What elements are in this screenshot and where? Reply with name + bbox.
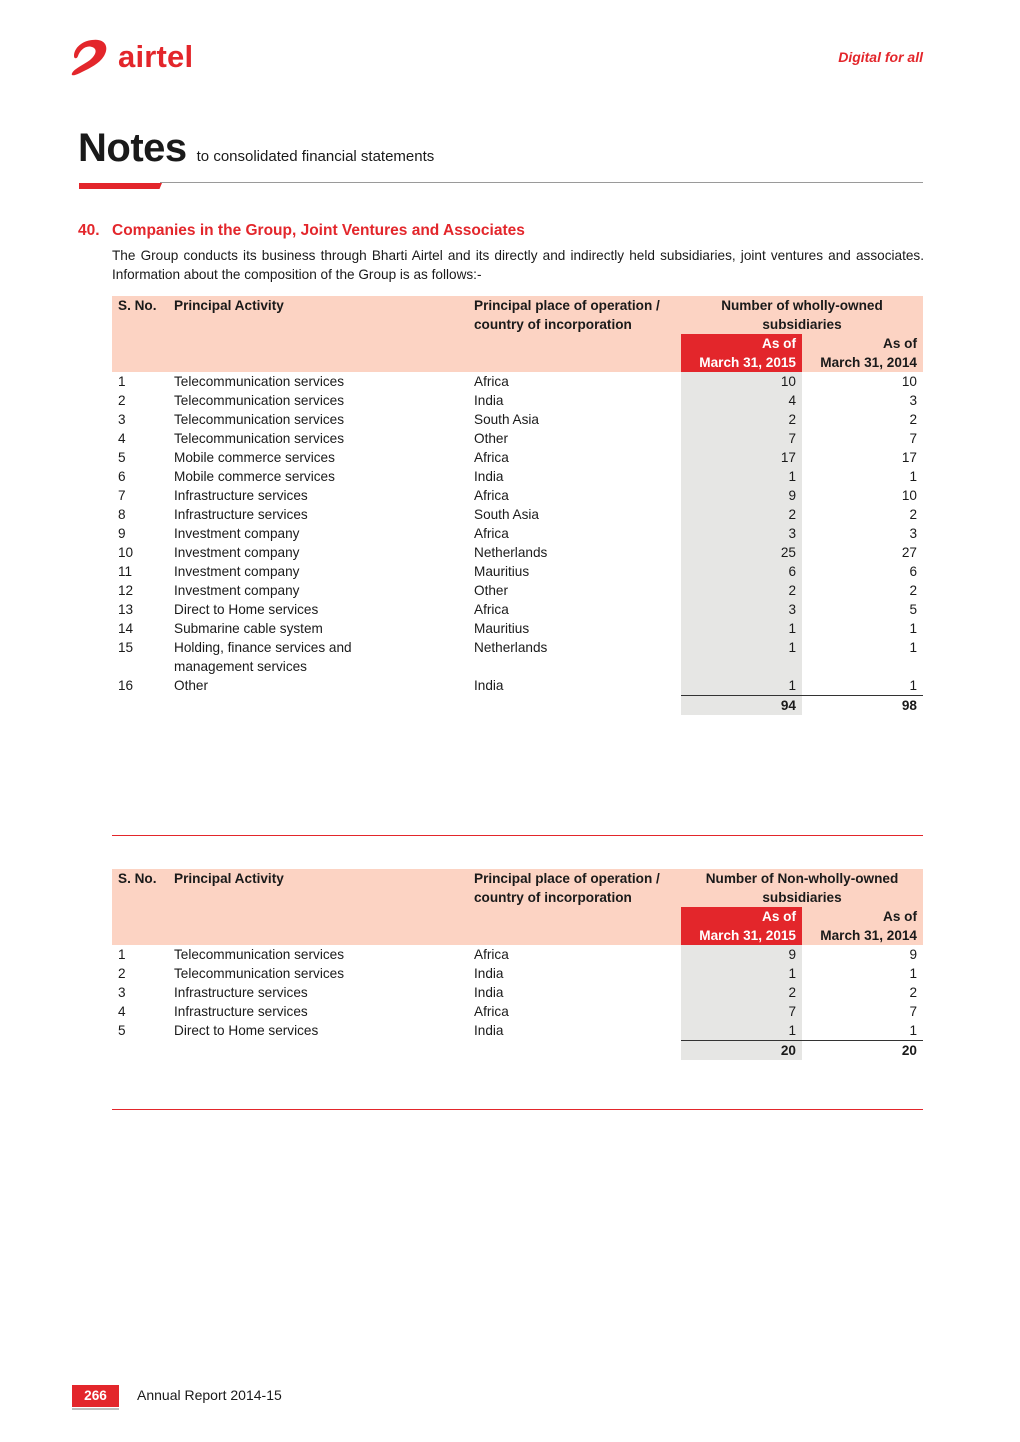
- header-blank: [468, 907, 681, 945]
- table-row: [112, 1002, 923, 1021]
- cell-sno: 10: [118, 545, 134, 560]
- cell-place: South Asia: [474, 507, 539, 522]
- table2-end-rule: [112, 1109, 923, 1110]
- header-sno: S. No.: [112, 296, 168, 334]
- cell-2015: 2: [681, 505, 802, 524]
- cell-place: Mauritius: [474, 564, 530, 579]
- cell-place: Other: [474, 431, 508, 446]
- cell-2014: 2: [909, 507, 917, 522]
- cell-2014: 2: [909, 412, 917, 427]
- header-blank: [112, 334, 168, 372]
- cell-2014: 3: [909, 526, 917, 541]
- cell-sno: 7: [118, 488, 126, 503]
- header-sno: S. No.: [112, 869, 168, 907]
- header-place: [468, 869, 681, 907]
- non-wholly-owned-table: [112, 869, 923, 1060]
- table-row: [112, 505, 923, 524]
- cell-place: India: [474, 966, 504, 981]
- cell-2014: 1: [909, 621, 917, 636]
- cell-place: Africa: [474, 488, 509, 503]
- cell-2014: 1: [909, 469, 917, 484]
- table-row: [112, 429, 923, 448]
- total-2015: 20: [681, 1041, 802, 1061]
- section-number: 40.: [78, 222, 100, 239]
- section-title: Companies in the Group, Joint Ventures and Associates: [112, 222, 525, 239]
- header-2014-line1: As of: [883, 909, 917, 924]
- cell-activity: [168, 581, 468, 600]
- table-row: [112, 676, 923, 696]
- header-number-line2: subsidiaries: [762, 890, 842, 905]
- cell-2015: 1: [681, 964, 802, 983]
- cell-2014: 1: [909, 640, 917, 655]
- cell-activity: [168, 964, 468, 983]
- table-row: [112, 467, 923, 486]
- cell-activity: [168, 945, 468, 964]
- cell-activity-text: Mobile commerce services: [174, 469, 335, 484]
- header-place-line2: country of incorporation: [474, 890, 632, 905]
- cell-activity-text: Submarine cable system: [174, 621, 323, 636]
- cell-sno: 4: [118, 431, 126, 446]
- header-2015: [681, 907, 802, 945]
- cell-sno: 9: [118, 526, 126, 541]
- header-activity: Principal Activity: [168, 869, 468, 907]
- cell-activity-text: Mobile commerce services: [174, 450, 335, 465]
- table-row: [112, 619, 923, 638]
- cell-place: Africa: [474, 526, 509, 541]
- cell-activity: [168, 1002, 468, 1021]
- table-row: [112, 964, 923, 983]
- cell-place: Africa: [474, 947, 509, 962]
- cell-2015: 10: [681, 372, 802, 391]
- table-row: [112, 983, 923, 1002]
- cell-2015: 3: [681, 524, 802, 543]
- cell-activity: [168, 372, 468, 391]
- table-row: [112, 638, 923, 676]
- cell-2015: 2: [681, 410, 802, 429]
- cell-2014: 1: [909, 1023, 917, 1038]
- header-blank: [468, 334, 681, 372]
- cell-place: Africa: [474, 450, 509, 465]
- cell-place: India: [474, 1023, 504, 1038]
- cell-sno: 3: [118, 985, 126, 1000]
- airtel-swirl-icon: [70, 36, 110, 78]
- cell-sno: 2: [118, 966, 126, 981]
- table-row: [112, 1021, 923, 1041]
- table-row: [112, 524, 923, 543]
- header-number-line1: Number of wholly-owned: [721, 298, 883, 313]
- cell-sno: 14: [118, 621, 134, 636]
- cell-place: Other: [474, 583, 508, 598]
- cell-sno: 1: [118, 374, 126, 389]
- cell-activity-text: Telecommunication services: [174, 947, 344, 962]
- cell-place: India: [474, 393, 504, 408]
- header-number-line1: Number of Non-wholly-owned: [705, 871, 899, 886]
- logo-text: airtel: [118, 39, 194, 74]
- table-row: [112, 372, 923, 391]
- header-place: [468, 296, 681, 334]
- cell-2015: 7: [681, 1002, 802, 1021]
- cell-place: India: [474, 469, 504, 484]
- cell-activity-text: Telecommunication services: [174, 431, 344, 446]
- cell-activity: [168, 410, 468, 429]
- cell-sno: 4: [118, 1004, 126, 1019]
- cell-2015: 17: [681, 448, 802, 467]
- header-2014-line1: As of: [883, 336, 917, 351]
- cell-sno: 12: [118, 583, 134, 598]
- cell-sno: 15: [118, 640, 134, 655]
- cell-2014: 17: [901, 450, 917, 465]
- cell-activity-text: Investment company: [174, 545, 300, 560]
- cell-2015: 1: [681, 676, 802, 696]
- cell-activity-text: Investment company: [174, 583, 300, 598]
- cell-2015: 9: [681, 486, 802, 505]
- table-row: [112, 410, 923, 429]
- header-number: [681, 296, 923, 334]
- header-blank: [168, 907, 468, 945]
- cell-activity-text: Infrastructure services: [174, 985, 308, 1000]
- cell-activity: [168, 524, 468, 543]
- cell-2014: 7: [909, 431, 917, 446]
- cell-activity: [168, 543, 468, 562]
- header-place-line2: country of incorporation: [474, 317, 632, 332]
- header-2015-line1: As of: [762, 909, 796, 924]
- cell-2015: 1: [681, 1021, 802, 1041]
- tagline: Digital for all: [838, 49, 923, 65]
- cell-2015: 4: [681, 391, 802, 410]
- cell-place: Africa: [474, 374, 509, 389]
- cell-activity-text: Direct to Home services: [174, 1023, 319, 1038]
- cell-2015: 6: [681, 562, 802, 581]
- cell-activity-text: Investment company: [174, 526, 300, 541]
- wholly-owned-table: [112, 296, 923, 715]
- cell-2015: 1: [681, 467, 802, 486]
- cell-2014: 2: [909, 985, 917, 1000]
- cell-activity-text-line2: management services: [174, 659, 307, 674]
- cell-place: Netherlands: [474, 545, 548, 560]
- cell-2014: 6: [909, 564, 917, 579]
- cell-2014: 9: [909, 947, 917, 962]
- cell-activity: [168, 486, 468, 505]
- cell-activity: [168, 983, 468, 1002]
- notes-title: Notes: [78, 126, 187, 170]
- header-activity: Principal Activity: [168, 296, 468, 334]
- header-blank: [168, 334, 468, 372]
- cell-2014: 27: [901, 545, 917, 560]
- cell-activity-text: Telecommunication services: [174, 393, 344, 408]
- heading-divider: [160, 182, 923, 183]
- total-2014: 98: [802, 696, 923, 716]
- cell-activity-text: Telecommunication services: [174, 966, 344, 981]
- table-row: [112, 543, 923, 562]
- notes-heading: [78, 126, 434, 171]
- cell-activity-text: Infrastructure services: [174, 507, 308, 522]
- cell-2015: 9: [681, 945, 802, 964]
- cell-2015: 2: [681, 581, 802, 600]
- header-2015-line2: March 31, 2015: [699, 928, 796, 943]
- cell-sno: 11: [118, 564, 133, 579]
- cell-sno: 8: [118, 507, 126, 522]
- cell-sno: 5: [118, 450, 126, 465]
- cell-activity: [168, 600, 468, 619]
- table-row: [112, 600, 923, 619]
- header-number: [681, 869, 923, 907]
- cell-2014: 10: [901, 374, 917, 389]
- cell-2015: 3: [681, 600, 802, 619]
- table-row: [112, 581, 923, 600]
- header-number-line2: subsidiaries: [762, 317, 842, 332]
- cell-2014: 5: [909, 602, 917, 617]
- cell-activity-text: Other: [174, 678, 208, 693]
- cell-activity-text: Infrastructure services: [174, 1004, 308, 1019]
- cell-sno: 1: [118, 947, 126, 962]
- cell-activity: [168, 467, 468, 486]
- page-number: 266: [72, 1385, 119, 1407]
- cell-sno: 16: [118, 678, 134, 693]
- header-2015-line2: March 31, 2015: [699, 355, 796, 370]
- cell-2014: 1: [909, 966, 917, 981]
- header-place-line1: Principal place of operation /: [474, 298, 660, 313]
- cell-sno: 5: [118, 1023, 126, 1038]
- cell-2015: 7: [681, 429, 802, 448]
- cell-place: Africa: [474, 602, 509, 617]
- cell-activity: [168, 676, 468, 696]
- table-row: [112, 486, 923, 505]
- header-blank: [112, 907, 168, 945]
- section-text: The Group conducts its business through Bharti Airtel and its directly and indirectly held subsidiaries, joint ventures and associates. Information about the composition of the Group is as follows:-: [112, 248, 924, 282]
- total-2015: 94: [681, 696, 802, 716]
- cell-activity: [168, 619, 468, 638]
- cell-place: Netherlands: [474, 640, 548, 655]
- cell-activity: [168, 505, 468, 524]
- cell-sno: 2: [118, 393, 126, 408]
- cell-activity: [168, 638, 468, 676]
- cell-activity: [168, 391, 468, 410]
- table-row: [112, 945, 923, 964]
- cell-activity-text: Telecommunication services: [174, 374, 344, 389]
- cell-place: Mauritius: [474, 621, 530, 636]
- cell-2015: 25: [681, 543, 802, 562]
- cell-sno: 3: [118, 412, 126, 427]
- cell-2014: 7: [909, 1004, 917, 1019]
- table-row: [112, 448, 923, 467]
- total-2014: 20: [802, 1041, 923, 1061]
- cell-place: India: [474, 678, 504, 693]
- cell-2015: 2: [681, 983, 802, 1002]
- report-name: Annual Report 2014-15: [137, 1387, 282, 1403]
- header-2014: [802, 907, 923, 945]
- airtel-logo: [70, 34, 193, 80]
- cell-activity: [168, 429, 468, 448]
- header-2014: [802, 334, 923, 372]
- cell-2015: 1: [681, 638, 802, 676]
- cell-place: Africa: [474, 1004, 509, 1019]
- header-place-line1: Principal place of operation /: [474, 871, 660, 886]
- cell-place: India: [474, 985, 504, 1000]
- cell-activity-text: Investment company: [174, 564, 300, 579]
- header-2014-line2: March 31, 2014: [820, 355, 917, 370]
- cell-place: South Asia: [474, 412, 539, 427]
- table-row: [112, 391, 923, 410]
- cell-2015: 1: [681, 619, 802, 638]
- cell-activity: [168, 562, 468, 581]
- cell-2014: 3: [909, 393, 917, 408]
- cell-activity-text: Holding, finance services and: [174, 640, 352, 655]
- cell-2014: 10: [901, 488, 917, 503]
- cell-activity-text: Infrastructure services: [174, 488, 308, 503]
- cell-2014: 1: [909, 678, 917, 693]
- header-2014-line2: March 31, 2014: [820, 928, 917, 943]
- page-number-underline: [72, 1408, 119, 1410]
- notes-subtitle: to consolidated financial statements: [196, 148, 435, 165]
- header-2015: [681, 334, 802, 372]
- heading-accent-bar: [79, 183, 162, 189]
- cell-sno: 13: [118, 602, 134, 617]
- cell-activity-text: Direct to Home services: [174, 602, 319, 617]
- cell-activity-text: Telecommunication services: [174, 412, 344, 427]
- cell-activity: [168, 448, 468, 467]
- cell-2014: 2: [909, 583, 917, 598]
- cell-sno: 6: [118, 469, 126, 484]
- header-2015-line1: As of: [762, 336, 796, 351]
- table1-end-rule: [112, 835, 923, 836]
- table-row: [112, 562, 923, 581]
- cell-activity: [168, 1021, 468, 1041]
